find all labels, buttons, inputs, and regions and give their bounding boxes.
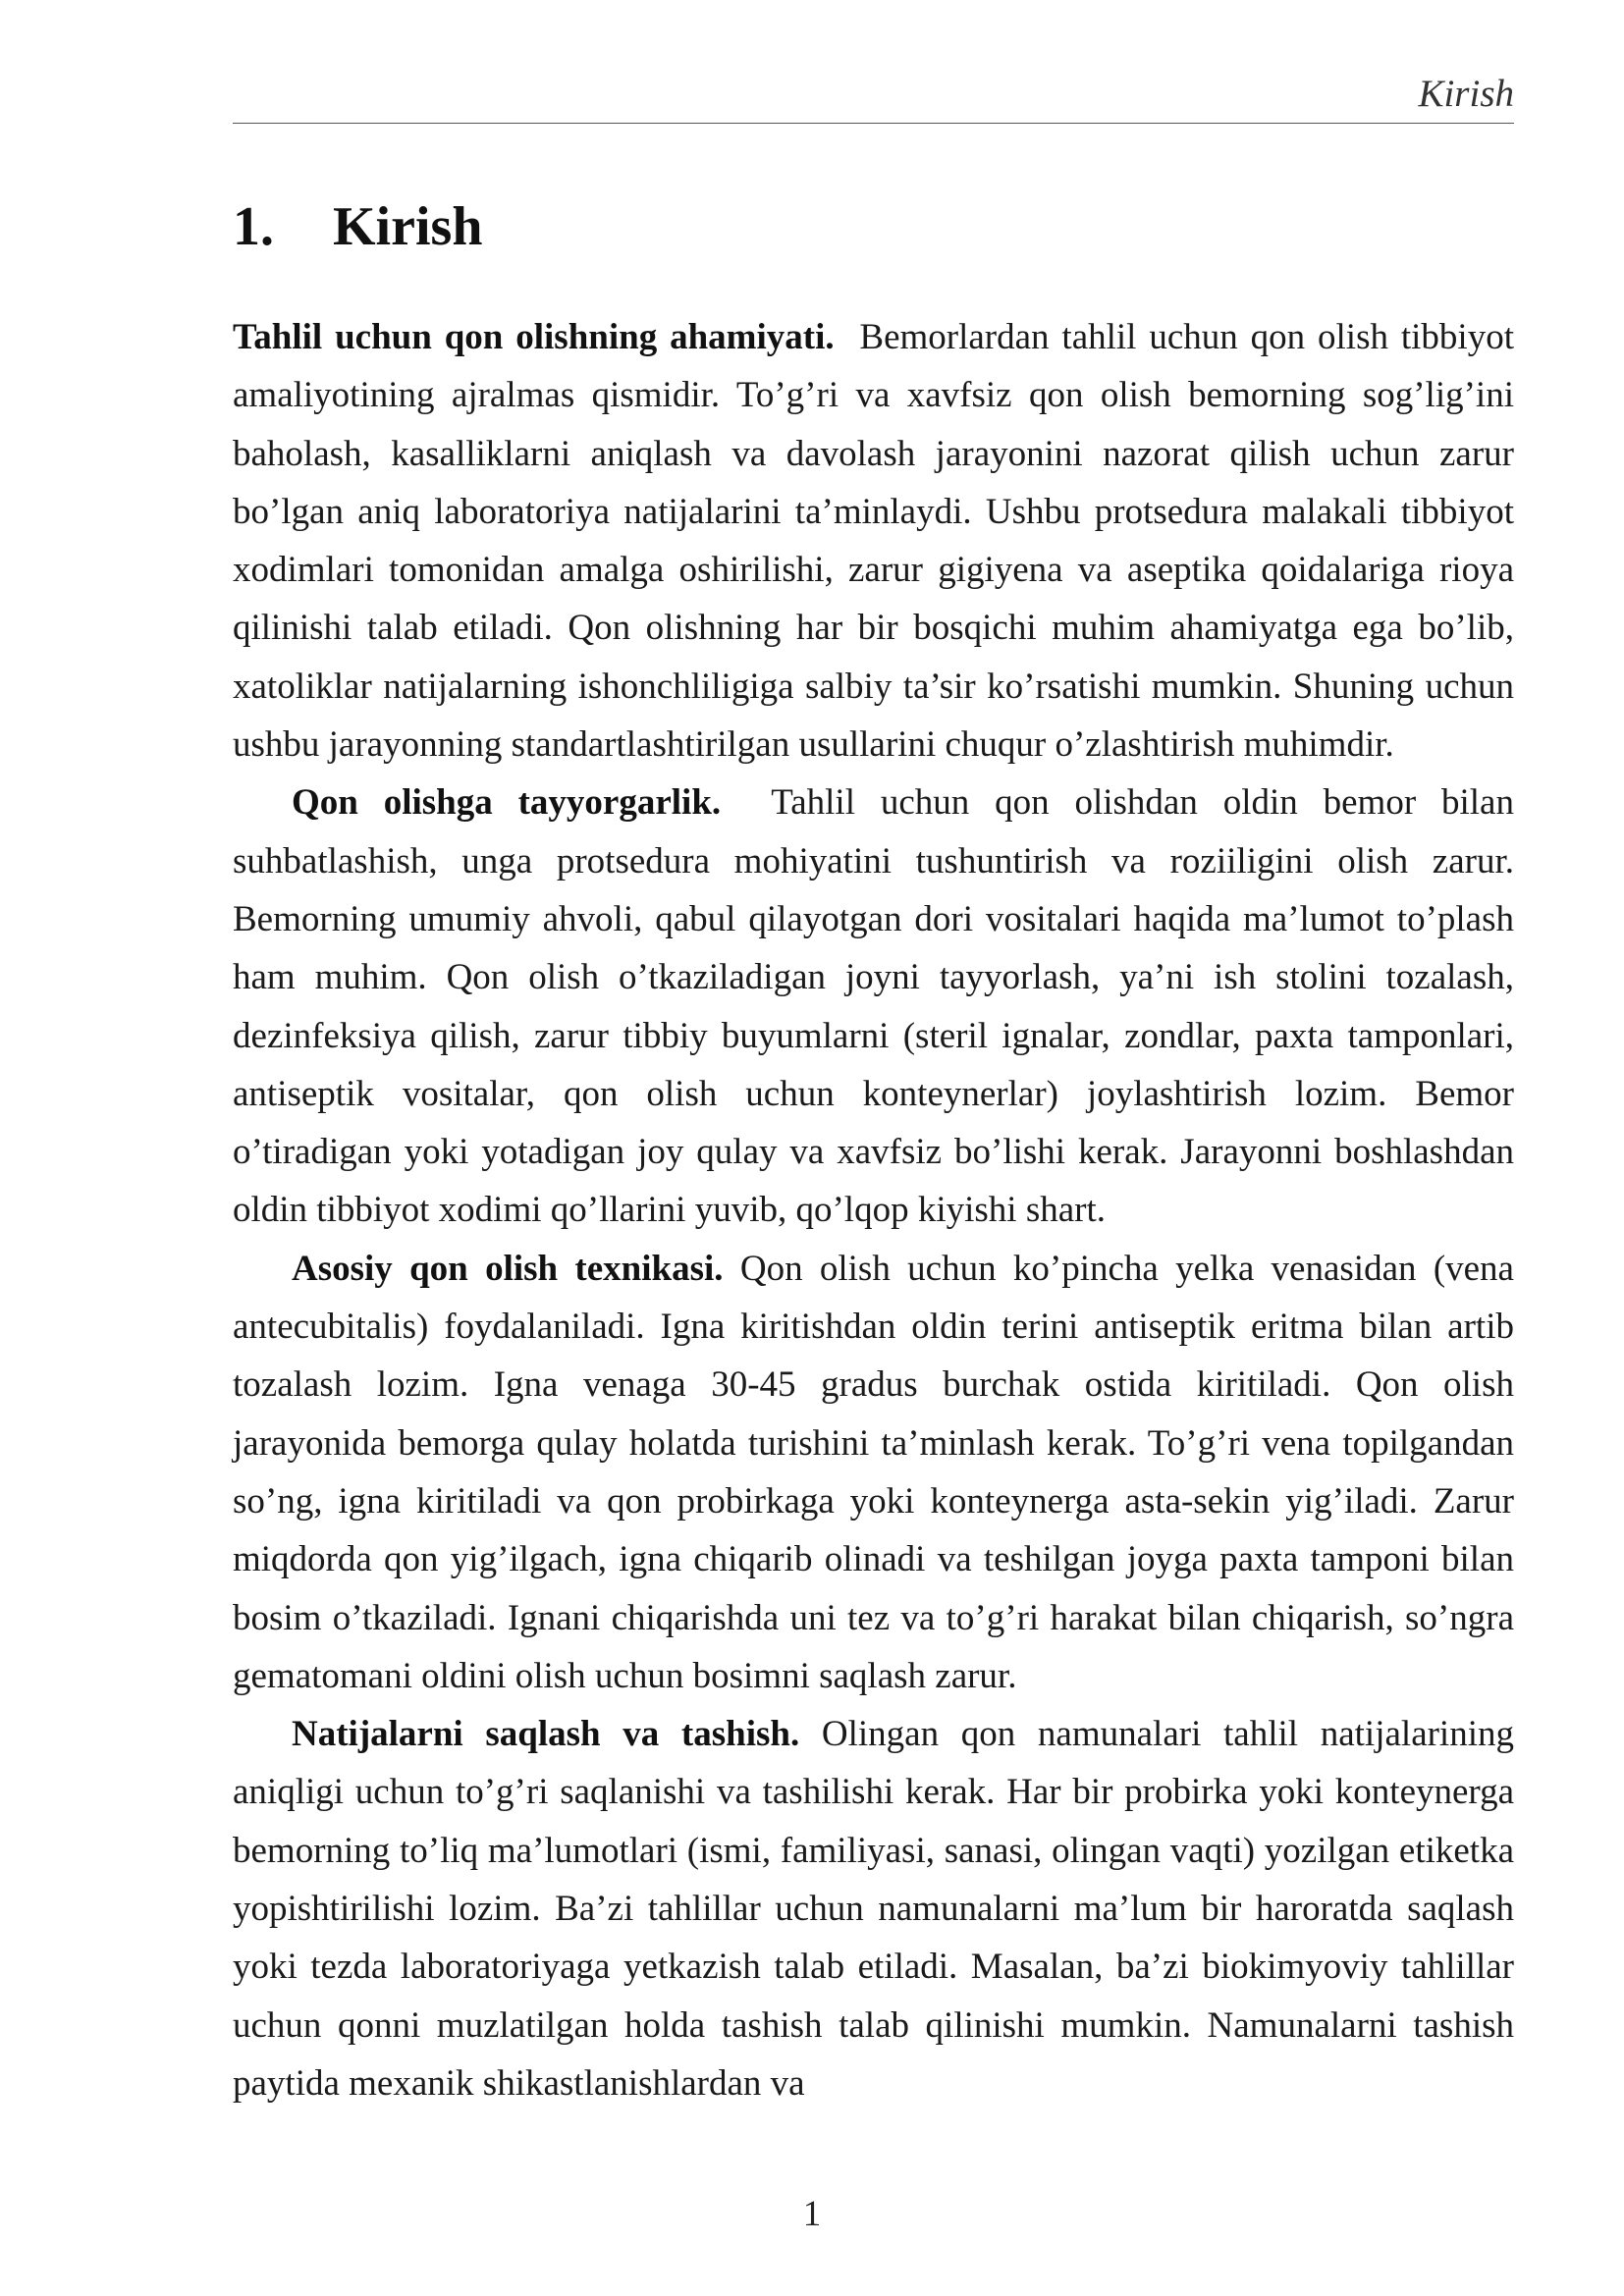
paragraph-text: Tahlil uchun qon olishdan oldin bemor bilan suhbatlashish, unga protsedura mohiyatini tushuntirish va roziiligini olish zarur. Bemorning umumiy ahvoli, qabul qilayotgan dori vositalari haqida ma’lumot to’plash ham muhim. Qon olish o’tkaziladigan joyni tayyorlash, ya’ni ish stolini tozalash, dezinfeksiya qilish, zarur tibbiy buyumlarni (steril ignalar, zondlar, paxta tamponlari, antiseptik vositalar, qon olish uchun konteynerlar) joylashtirish lozim. Bemor o’tiradigan yoki yotadigan joy qulay va xavfsiz bo’lishi kerak. Jarayonni boshlashdan oldin tibbiyot xodimi qo’llarini yuvib, qo’lqop kiyishi shart. [233,782,1514,1231]
paragraph-importance [233,308,1514,774]
header-rule [233,123,1514,124]
paragraph-technique [233,1240,1514,1705]
paragraph-heading: Natijalarni saqlash va tashish. [292,1714,800,1755]
paragraph-text: Qon olish uchun ko’pincha yelka venasidan (vena antecubitalis) foydalaniladi. Igna kiritishdan oldin terini antiseptik eritma bilan artib tozalash lozim. Igna venaga 30-45 gradus burchak ostida kiritiladi. Qon olish jarayonida bemorga qulay holatda turishini ta’minlash kerak. To’g’ri vena topilgandan so’ng, igna kiritiladi va qon probirkaga yoki konteynerga asta-sekin yig’iladi. Zarur miqdorda qon yig’ilgach, igna chiqarib olinadi va teshilgan joyga paxta tamponi bilan bosim o’tkaziladi. Ignani chiqarishda uni tez va to’g’ri harakat bilan chiqarish, so’ngra gematomani oldini olish uchun bosimni saqlash zarur. [233,1248,1514,1696]
page-number: 1 [802,2194,822,2234]
paragraph-storage [233,1705,1514,2112]
body-text [233,308,1514,2112]
running-header: Kirish [1418,73,1514,115]
section-title-text: Kirish [333,196,483,257]
paragraph-heading: Tahlil uchun qon olishning ahamiyati. [233,317,835,357]
section-number: 1. [233,196,274,257]
paragraph-text: Olingan qon namunalari tahlil natijalarining aniqligi uchun to’g’ri saqlanishi va tashilishi kerak. Har bir probirka yoki konteynerga bemorning to’liq ma’lumotlari (ismi, familiyasi, sanasi, olingan vaqti) yozilgan etiketka yopishtirilishi lozim. Ba’zi tahlillar uchun namunalarni ma’lum bir haroratda saqlash yoki tezda laboratoriyaga yetkazish talab etiladi. Masalan, ba’zi biokimyoviy tahlillar uchun qonni muzlatilgan holda tashish talab qilinishi mumkin. Namunalarni tashish paytida mexanik shikastlanishlardan va [233,1714,1514,2104]
paragraph-preparation [233,774,1514,1239]
paragraph-text: Bemorlardan tahlil uchun qon olish tibbiyot amaliyotining ajralmas qismidir. To’g’ri va xavfsiz qon olish bemorning sog’lig’ini baholash, kasalliklarni aniqlash va davolash jarayonini nazorat qilish uchun zarur bo’lgan aniq laboratoriya natijalarini ta’minlaydi. Ushbu protsedura malakali tibbiyot xodimlari tomonidan amalga oshirilishi, zarur gigiyena va aseptika qoidalariga rioya qilinishi talab etiladi. Qon olishning har bir bosqichi muhim ahamiyatga ega bo’lib, xatoliklar natijalarning ishonchliligiga salbiy ta’sir ko’rsatishi mumkin. Shuning uchun ushbu jarayonning standartlashtirilgan usullarini chuqur o’zlashtirish muhimdir. [233,317,1514,766]
section-title [233,192,482,261]
paragraph-heading: Qon olishga tayyorgarlik. [292,782,722,824]
paragraph-heading: Asosiy qon olish texnikasi. [292,1248,724,1289]
